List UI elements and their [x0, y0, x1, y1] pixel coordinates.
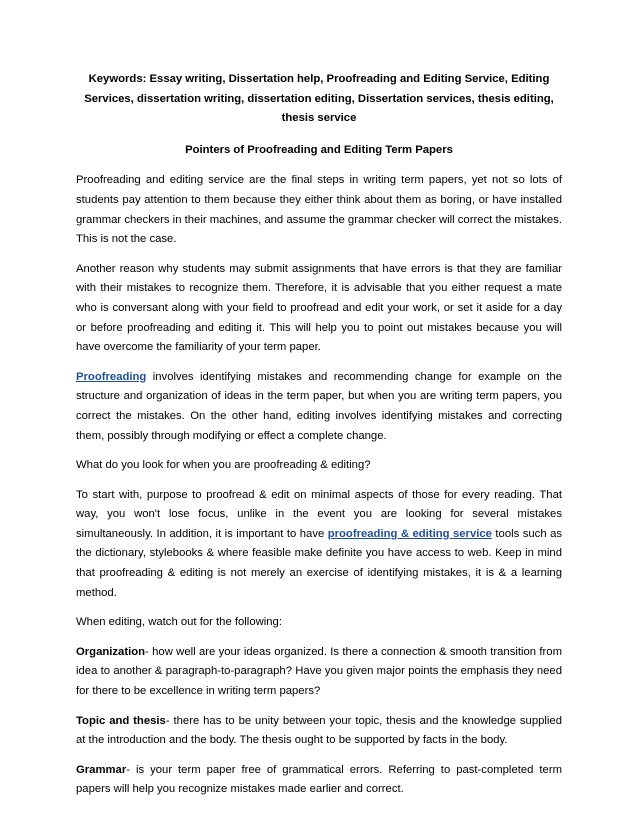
grammar-text: - is your term paper free of grammatical errors. Referring to past-completed term papers will help you recognize mistakes made earlier and correct. [76, 763, 562, 796]
paragraph-grammar [76, 761, 562, 800]
topic-thesis-text: - there has to be unity between your topic, thesis and the knowledge supplied at the introduction and the body. The thesis ought to be supported by facts in the body. [76, 714, 562, 747]
paragraph-6: When editing, watch out for the following: [76, 616, 282, 629]
organization-term: Organization [76, 645, 146, 658]
organization-text: - how well are your ideas organized. Is there a connection & smooth transition from idea to another & paragraph-to-paragraph? Have you given major points the emphasis they need for there to be excellence in writing term papers? [76, 645, 562, 698]
paragraph-1: Proofreading and editing service are the final steps in writing term papers, yet not so lots of students pay attention to them because they either think about them as boring, or have installed grammar checkers in their machines, and assume the grammar checker will correct the mistakes. This is not the case. [76, 174, 562, 246]
document-title: Pointers of Proofreading and Editing Term Papers [185, 143, 453, 156]
grammar-term: Grammar [76, 763, 127, 776]
keywords-line: Keywords: Essay writing, Dissertation help, Proofreading and Editing Service, Editing Services, dissertation writing, dissertation editing, Dissertation services, thesis editing, thesis service [84, 73, 554, 125]
paragraph-5-text-after: tools such as the dictionary, stylebooks & where feasible make definite you have access to web. Keep in mind that proofreading & editing is not merely an exercise of identifying mistakes, it is & a learning method. [76, 527, 563, 599]
paragraph-5-text-before: To start with, purpose to proofread & edit on minimal aspects of those for every reading. That way, you won't lose focus, unlike in the event you are looking for several mistakes simultaneously. In addition, it is important to have [76, 488, 562, 540]
paragraph-3-text: involves identifying mistakes and recommending change for example on the structure and organization of ideas in the term paper, but when you are writing term papers, you correct the mistakes. On the other hand, editing involves identifying mistakes and correcting them, possibly through modifying or effect a complete change. [76, 370, 562, 442]
paragraph-2: Another reason why students may submit assignments that have errors is that they are familiar with their mistakes to recognize them. Therefore, it is advisable that you either request a mate who is conversant along with your field to proofread and edit your work, or set it aside for a day or before proofreading and editing it. This will help you to point out mistakes because you will have overcome the familiarity of your term paper. [76, 262, 562, 354]
proofreading-editing-service-link[interactable]: proofreading & editing service [327, 527, 492, 540]
paragraph-5 [76, 486, 562, 604]
paragraph-3 [76, 368, 562, 446]
paragraph-topic-thesis [76, 712, 562, 751]
paragraph-organization [76, 643, 562, 702]
topic-thesis-term: Topic and thesis [76, 714, 166, 727]
proofreading-link[interactable]: Proofreading [76, 370, 147, 383]
paragraph-4: What do you look for when you are proofreading & editing? [76, 459, 371, 472]
